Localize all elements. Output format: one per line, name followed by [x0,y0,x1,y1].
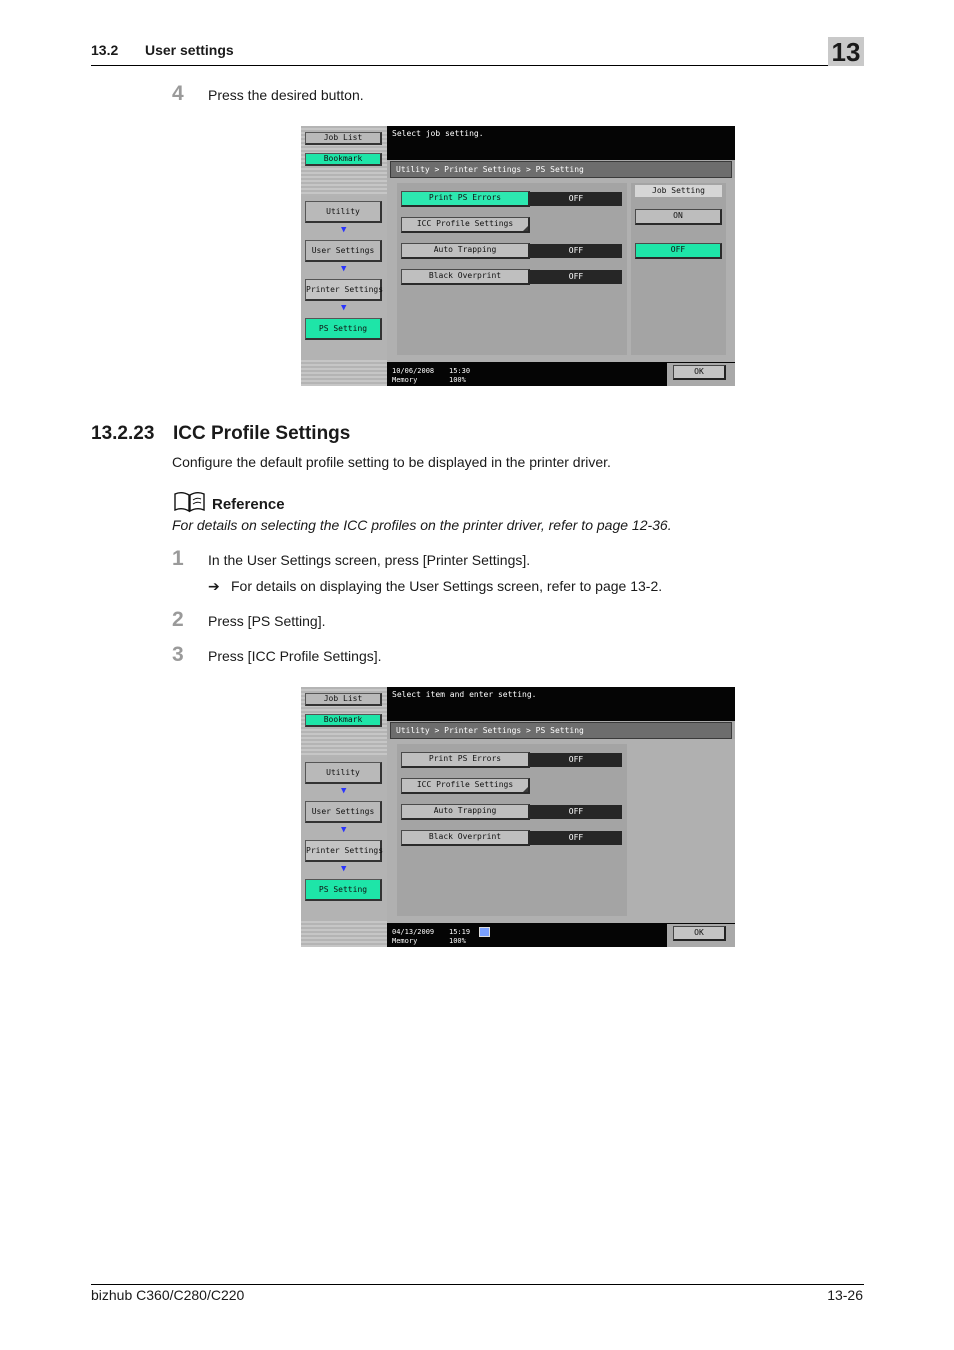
down-arrow-icon: ▼ [341,864,347,874]
step-note-text: For details on displaying the User Settings screen, refer to page 13-2. [231,578,663,594]
step-text: Press the desired button. [208,87,364,103]
breadcrumb: Utility > Printer Settings > PS Setting [390,161,732,178]
memory-label: Memory [392,937,418,945]
step-number: 4 [172,82,184,105]
header-rule [91,65,864,66]
auto-trapping-value: OFF [530,244,622,258]
auto-trapping-button[interactable]: Auto Trapping [401,243,530,259]
step-text: Press [ICC Profile Settings]. [208,648,382,664]
submenu-corner-icon [523,226,528,231]
printer-settings-button[interactable]: Printer Settings [305,279,382,301]
bookmark-button[interactable]: Bookmark [305,714,382,727]
arrow-icon: ➔ [208,578,220,594]
step-text: In the User Settings screen, press [Printer Settings]. [208,552,531,568]
footer-product: bizhub C360/C280/C220 [91,1287,245,1303]
status-date: 04/13/2009 [392,928,435,936]
utility-button[interactable]: Utility [305,762,382,784]
job-setting-header: Job Setting [635,185,722,197]
ps-setting-button[interactable]: PS Setting [305,879,382,901]
section-title: ICC Profile Settings [173,423,351,444]
off-button[interactable]: OFF [635,243,722,259]
user-settings-button[interactable]: User Settings [305,801,382,823]
device-screen-ps-setting [301,687,735,947]
step-number: 2 [172,608,184,631]
screen-message: Select job setting. [392,129,484,138]
screen-message: Select item and enter setting. [392,690,537,699]
breadcrumb: Utility > Printer Settings > PS Setting [390,722,732,739]
utility-button[interactable]: Utility [305,201,382,223]
down-arrow-icon: ▼ [341,825,347,835]
memory-value: 100% [449,376,466,384]
network-icon [479,927,490,937]
status-time: 15:19 [449,928,471,936]
icc-profile-settings-button[interactable] [401,778,530,794]
print-ps-errors-value: OFF [530,192,622,206]
auto-trapping-button[interactable]: Auto Trapping [401,804,530,820]
icc-profile-settings-button[interactable] [401,217,530,233]
ok-button[interactable]: OK [673,926,726,941]
message-bar [387,126,735,160]
user-settings-button[interactable]: User Settings [305,240,382,262]
step-number: 1 [172,547,184,570]
status-time: 15:30 [449,367,471,375]
ok-button[interactable]: OK [673,365,726,380]
black-overprint-button[interactable]: Black Overprint [401,830,530,846]
memory-label: Memory [392,376,418,384]
print-ps-errors-value: OFF [530,753,622,767]
down-arrow-icon: ▼ [341,786,347,796]
black-overprint-value: OFF [530,270,622,284]
on-button[interactable]: ON [635,209,722,225]
print-ps-errors-button[interactable]: Print PS Errors [401,191,530,207]
icc-profile-settings-label: ICC Profile Settings [416,780,514,789]
step-number: 3 [172,643,184,666]
reference-text: For details on selecting the ICC profiles on the printer driver, refer to page 12-36. [172,517,672,533]
down-arrow-icon: ▼ [341,264,347,274]
chapter-badge: 13 [828,37,864,66]
message-bar [387,687,735,721]
print-ps-errors-button[interactable]: Print PS Errors [401,752,530,768]
header-section-number: 13.2 [91,42,119,58]
memory-value: 100% [449,937,466,945]
bookmark-button[interactable]: Bookmark [305,153,382,166]
book-icon [173,491,206,513]
device-screen-job-setting [301,126,735,386]
header-section-title: User settings [145,42,234,58]
status-date: 10/06/2008 [392,367,435,375]
footer-page-number: 13-26 [827,1287,863,1303]
section-intro: Configure the default profile setting to be displayed in the printer driver. [172,454,611,470]
black-overprint-value: OFF [530,831,622,845]
job-list-button[interactable]: Job List [305,693,382,706]
down-arrow-icon: ▼ [341,303,347,313]
icc-profile-settings-label: ICC Profile Settings [416,219,514,228]
down-arrow-icon: ▼ [341,225,347,235]
section-number: 13.2.23 [91,423,155,444]
section-heading [91,423,350,445]
step-text: Press [PS Setting]. [208,613,326,629]
job-list-button[interactable]: Job List [305,132,382,145]
printer-settings-button[interactable]: Printer Settings [305,840,382,862]
step-note [208,578,662,595]
ps-setting-button[interactable]: PS Setting [305,318,382,340]
black-overprint-button[interactable]: Black Overprint [401,269,530,285]
submenu-corner-icon [523,787,528,792]
footer-rule [91,1284,864,1285]
reference-label: Reference [212,496,285,513]
auto-trapping-value: OFF [530,805,622,819]
